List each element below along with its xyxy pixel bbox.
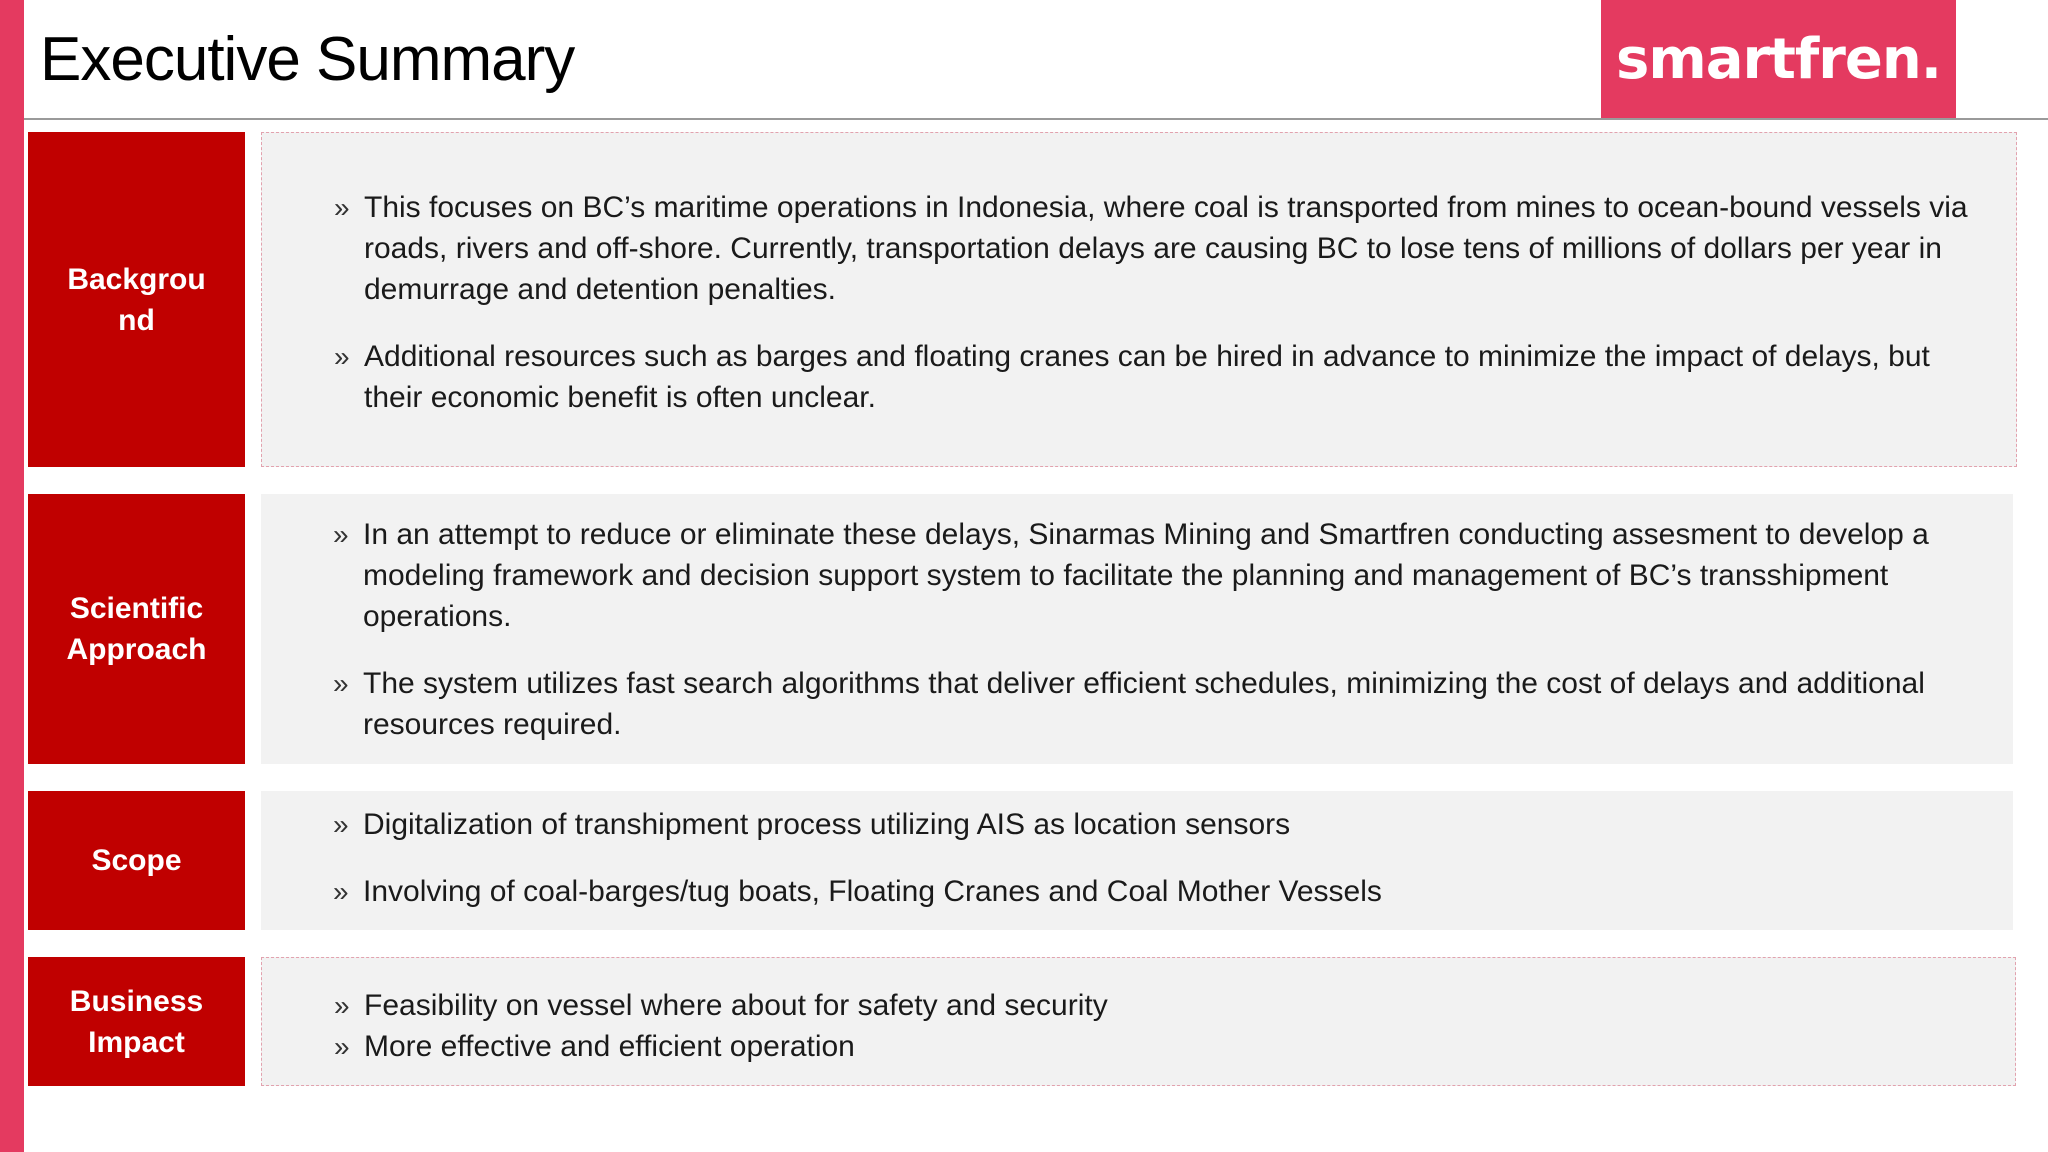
bullet-marker: » bbox=[333, 668, 349, 699]
bullet-item: » Digitalization of transhipment process utilizing AIS as location sensors bbox=[333, 804, 1973, 845]
page-title: Executive Summary bbox=[40, 25, 575, 94]
bullet-marker: » bbox=[334, 990, 350, 1021]
bullet-marker: » bbox=[333, 876, 349, 907]
section-label: Scientific Approach bbox=[28, 494, 245, 764]
bullet-marker: » bbox=[333, 519, 349, 550]
bullet-item: » The system utilizes fast search algorithms that deliver efficient schedules, minimizing the cost of delays and additional resources required. bbox=[333, 663, 1973, 745]
bullet-list bbox=[333, 514, 1973, 745]
section-label: Scope bbox=[28, 791, 245, 930]
bullet-item: » Involving of coal-barges/tug boats, Floating Cranes and Coal Mother Vessels bbox=[333, 871, 1973, 912]
bullet-marker: » bbox=[334, 341, 350, 372]
accent-stripe bbox=[0, 0, 24, 1152]
section-content bbox=[261, 494, 2013, 764]
section-content bbox=[261, 957, 2016, 1086]
brand-logo bbox=[1601, 0, 1956, 118]
section-content bbox=[261, 791, 2013, 930]
bullet-marker: » bbox=[333, 809, 349, 840]
bullet-item: » More effective and efficient operation bbox=[334, 1026, 1975, 1067]
bullet-list bbox=[333, 804, 1973, 912]
bullet-list bbox=[334, 187, 1976, 418]
bullet-item: » Additional resources such as barges and floating cranes can be hired in advance to minimize the impact of delays, but their economic benefit is often unclear. bbox=[334, 336, 1976, 418]
section-label: Background bbox=[28, 132, 245, 467]
bullet-item: » This focuses on BC’s maritime operations in Indonesia, where coal is transported from mines to ocean-bound vessels via roads, rivers and off-shore. Currently, transportation delays are causing BC to lose tens of millions of dollars per year in demurrage and detention penalties. bbox=[334, 187, 1976, 310]
section-content bbox=[261, 132, 2017, 467]
slide-header bbox=[24, 0, 2048, 120]
section-label: Business Impact bbox=[28, 957, 245, 1086]
bullet-item: » In an attempt to reduce or eliminate these delays, Sinarmas Mining and Smartfren conducting assesment to develop a modeling framework and decision support system to facilitate the planning and management of BC’s transshipment operations. bbox=[333, 514, 1973, 637]
brand-logo-text: smartfren. bbox=[1616, 26, 1941, 92]
bullet-item: » Feasibility on vessel where about for safety and security bbox=[334, 985, 1975, 1026]
bullet-list bbox=[334, 985, 1975, 1067]
bullet-marker: » bbox=[334, 192, 350, 223]
bullet-marker: » bbox=[334, 1031, 350, 1062]
